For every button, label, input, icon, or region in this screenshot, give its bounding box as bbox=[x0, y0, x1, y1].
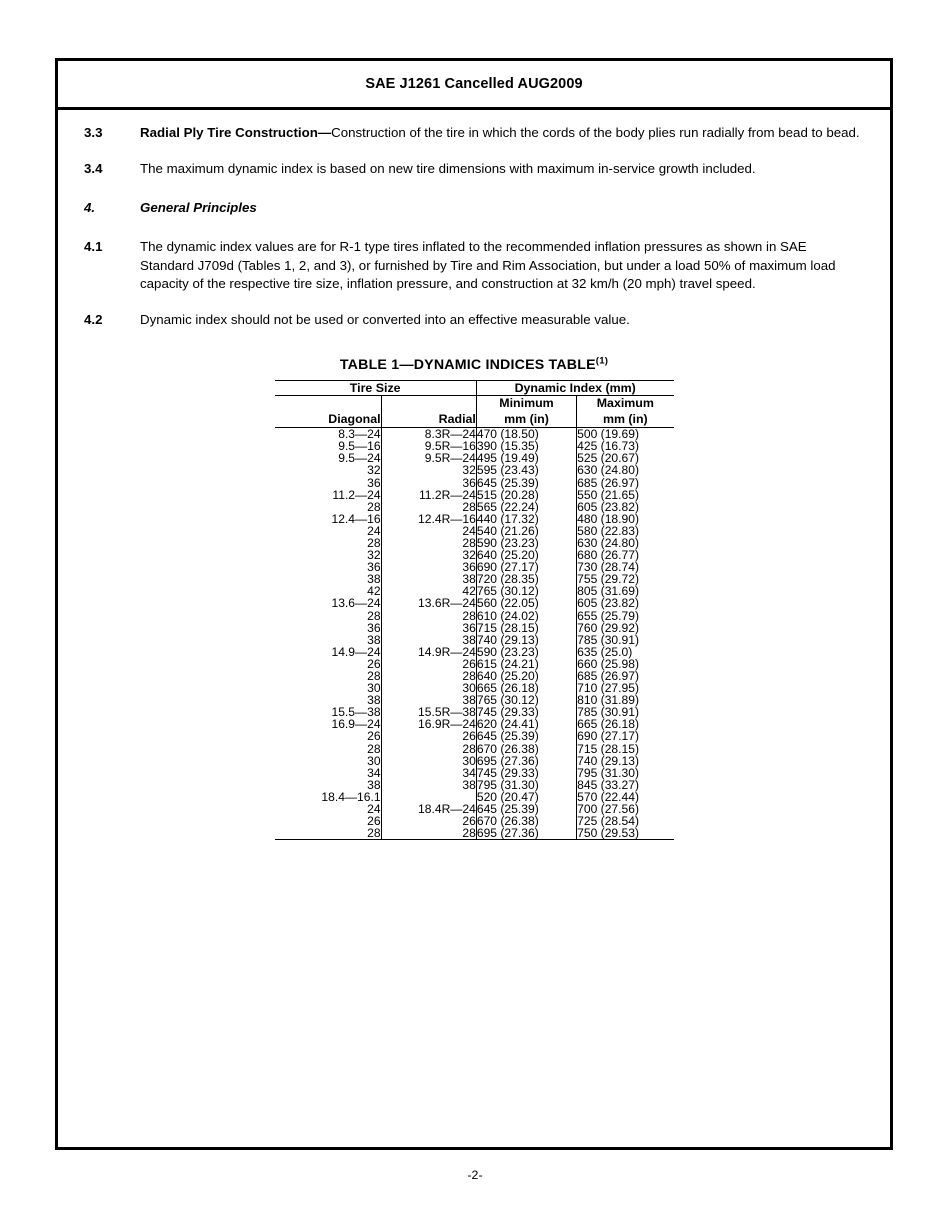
cell-minimum: 690 (27.17) bbox=[476, 561, 576, 573]
cell-radial: 26 bbox=[381, 730, 476, 742]
cell-radial: 38 bbox=[381, 634, 476, 646]
cell-diagonal: 24 bbox=[367, 523, 381, 538]
cell-radial: 28 bbox=[381, 610, 476, 622]
cell-radial: 28 bbox=[381, 501, 476, 513]
cell-maximum: 760 (29.92) bbox=[577, 622, 674, 634]
cell-diagonal: 16.9—24 bbox=[331, 717, 381, 732]
cell-minimum: 590 (23.23) bbox=[476, 646, 576, 658]
cell-radial: 26 bbox=[381, 815, 476, 827]
cell-maximum: 805 (31.69) bbox=[577, 585, 674, 597]
clause-body: The maximum dynamic index is based on new tire dimensions with maximum in-service growth included. bbox=[140, 160, 756, 176]
table-block bbox=[84, 357, 864, 840]
cell-diagonal: 36 bbox=[367, 560, 381, 575]
cell-radial: 14.9R—24 bbox=[381, 646, 476, 658]
cell-maximum: 680 (26.77) bbox=[577, 549, 674, 561]
table-caption bbox=[340, 357, 608, 373]
cell-radial: 26 bbox=[381, 658, 476, 670]
clause-body: The dynamic index values are for R-1 type tires inflated to the recommended inflation pressures as shown in SAE Standard J709d (Tables 1, 2, and 3), or furnished by Tire and Rim Association, but under a load 50% of maximum load capacity of the respective tire size, inflation pressure, and construction at 32 km/h (20 mph) travel speed. bbox=[140, 238, 836, 292]
section-heading: General Principles bbox=[140, 199, 257, 215]
cell-radial: 38 bbox=[381, 694, 476, 706]
group-header-tire-size: Tire Size bbox=[275, 381, 477, 396]
cell-diagonal: 32 bbox=[367, 463, 381, 478]
table-group-header-row bbox=[275, 381, 674, 396]
cell-maximum: 500 (19.69) bbox=[577, 428, 674, 441]
cell-maximum: 750 (29.53) bbox=[577, 827, 674, 840]
cell-maximum: 580 (22.83) bbox=[577, 525, 674, 537]
cell-radial: 42 bbox=[381, 585, 476, 597]
cell-minimum: 645 (25.39) bbox=[476, 730, 576, 742]
cell-diagonal: 15.5—38 bbox=[331, 705, 381, 720]
cell-minimum: 620 (24.41) bbox=[476, 718, 576, 730]
cell-diagonal: 9.5—24 bbox=[338, 451, 381, 466]
cell-minimum: 695 (27.36) bbox=[476, 755, 576, 767]
document-body bbox=[58, 110, 890, 840]
cell-radial: 28 bbox=[381, 743, 476, 755]
cell-diagonal: 26 bbox=[367, 656, 381, 671]
cell-diagonal: 42 bbox=[367, 584, 381, 599]
cell-maximum: 685 (26.97) bbox=[577, 670, 674, 682]
document-title: SAE J1261 Cancelled AUG2009 bbox=[365, 76, 583, 92]
cell-radial: 16.9R—24 bbox=[381, 718, 476, 730]
clause-number: 4.2 bbox=[84, 312, 103, 328]
document-running-header bbox=[58, 61, 890, 110]
cell-maximum: 785 (30.91) bbox=[577, 706, 674, 718]
cell-radial: 34 bbox=[381, 767, 476, 779]
cell-diagonal: 38 bbox=[367, 777, 381, 792]
column-header-radial: Radial bbox=[381, 396, 476, 428]
cell-minimum: 615 (24.21) bbox=[476, 658, 576, 670]
cell-diagonal: 28 bbox=[275, 827, 382, 840]
clause-3-3 bbox=[84, 124, 864, 143]
table-row bbox=[275, 827, 674, 840]
column-header-maximum bbox=[577, 396, 674, 428]
cell-maximum: 755 (29.72) bbox=[577, 573, 674, 585]
column-header-minimum-line2: mm (in) bbox=[504, 411, 549, 426]
cell-minimum: 640 (25.20) bbox=[476, 670, 576, 682]
page-number: -2- bbox=[467, 1168, 483, 1182]
table-row bbox=[275, 597, 674, 609]
cell-diagonal: 30 bbox=[367, 681, 381, 696]
cell-maximum: 655 (25.79) bbox=[577, 610, 674, 622]
table-row bbox=[275, 464, 674, 476]
clause-text bbox=[140, 124, 864, 143]
cell-minimum: 670 (26.38) bbox=[476, 743, 576, 755]
cell-minimum: 765 (30.12) bbox=[476, 694, 576, 706]
clause-lead-term: Radial Ply Tire Construction— bbox=[140, 125, 332, 140]
cell-radial: 13.6R—24 bbox=[381, 597, 476, 609]
cell-minimum: 645 (25.39) bbox=[476, 477, 576, 489]
cell-diagonal: 9.5—16 bbox=[338, 439, 381, 454]
cell-minimum: 640 (25.20) bbox=[476, 549, 576, 561]
table-row bbox=[275, 610, 674, 622]
cell-diagonal: 26 bbox=[367, 814, 381, 829]
cell-minimum: 540 (21.26) bbox=[476, 525, 576, 537]
cell-radial: 30 bbox=[381, 755, 476, 767]
cell-maximum: 685 (26.97) bbox=[577, 477, 674, 489]
clause-4-heading bbox=[84, 199, 864, 218]
cell-minimum: 765 (30.12) bbox=[476, 585, 576, 597]
cell-minimum: 745 (29.33) bbox=[476, 706, 576, 718]
table-row bbox=[275, 477, 674, 489]
cell-minimum: 720 (28.35) bbox=[476, 573, 576, 585]
cell-maximum: 715 (28.15) bbox=[577, 743, 674, 755]
cell-maximum: 690 (27.17) bbox=[577, 730, 674, 742]
clause-body: Dynamic index should not be used or converted into an effective measurable value. bbox=[140, 312, 630, 328]
cell-minimum: 440 (17.32) bbox=[476, 513, 576, 525]
page-footer bbox=[0, 1168, 950, 1182]
table-column-header-row bbox=[275, 396, 674, 428]
cell-minimum: 595 (23.43) bbox=[476, 464, 576, 476]
cell-radial: 9.5R—16 bbox=[381, 440, 476, 452]
cell-maximum: 845 (33.27) bbox=[577, 779, 674, 791]
cell-maximum: 795 (31.30) bbox=[577, 767, 674, 779]
cell-radial: 32 bbox=[381, 464, 476, 476]
cell-radial: 30 bbox=[381, 682, 476, 694]
clause-3-4 bbox=[84, 160, 864, 179]
cell-radial: 11.2R—24 bbox=[381, 489, 476, 501]
clause-number: 3.4 bbox=[84, 160, 103, 176]
table-row bbox=[275, 743, 674, 755]
cell-minimum: 560 (22.05) bbox=[476, 597, 576, 609]
cell-diagonal: 26 bbox=[367, 729, 381, 744]
table-body bbox=[275, 428, 674, 840]
cell-diagonal: 13.6—24 bbox=[331, 596, 381, 611]
cell-radial: 9.5R—24 bbox=[381, 452, 476, 464]
table-row bbox=[275, 489, 674, 501]
cell-maximum: 785 (30.91) bbox=[577, 634, 674, 646]
cell-maximum: 605 (23.82) bbox=[577, 597, 674, 609]
column-header-minimum-line1: Minimum bbox=[499, 396, 554, 411]
dynamic-indices-table bbox=[275, 380, 674, 840]
cell-maximum: 630 (24.80) bbox=[577, 464, 674, 476]
clause-4-2 bbox=[84, 311, 864, 330]
cell-radial: 38 bbox=[381, 573, 476, 585]
cell-diagonal: 36 bbox=[367, 475, 381, 490]
cell-maximum: 660 (25.98) bbox=[577, 658, 674, 670]
cell-minimum: 390 (15.35) bbox=[476, 440, 576, 452]
table-row bbox=[275, 634, 674, 646]
clause-number: 3.3 bbox=[84, 125, 103, 140]
cell-minimum: 515 (20.28) bbox=[476, 489, 576, 501]
page-frame bbox=[55, 58, 893, 1150]
cell-diagonal: 8.3—24 bbox=[338, 427, 381, 442]
clause-body: Construction of the tire in which the cords of the body plies run radially from bead to bead. bbox=[331, 125, 860, 140]
cell-radial: 18.4R—24 bbox=[381, 803, 476, 815]
cell-diagonal: 36 bbox=[367, 620, 381, 635]
cell-diagonal: 38 bbox=[367, 693, 381, 708]
cell-minimum: 665 (26.18) bbox=[476, 682, 576, 694]
cell-maximum: 810 (31.89) bbox=[577, 694, 674, 706]
cell-diagonal: 30 bbox=[367, 753, 381, 768]
table-row bbox=[275, 622, 674, 634]
cell-radial: 28 bbox=[381, 670, 476, 682]
cell-minimum: 590 (23.23) bbox=[476, 537, 576, 549]
cell-minimum: 670 (26.38) bbox=[476, 815, 576, 827]
cell-diagonal: 32 bbox=[367, 548, 381, 563]
cell-diagonal: 28 bbox=[367, 741, 381, 756]
cell-maximum: 525 (20.67) bbox=[577, 452, 674, 464]
cell-diagonal: 28 bbox=[367, 608, 381, 623]
cell-radial: 28 bbox=[381, 827, 476, 840]
cell-minimum: 745 (29.33) bbox=[476, 767, 576, 779]
cell-radial: 36 bbox=[381, 477, 476, 489]
column-header-minimum bbox=[476, 396, 576, 428]
cell-minimum: 645 (25.39) bbox=[476, 803, 576, 815]
cell-diagonal: 24 bbox=[367, 802, 381, 817]
clause-number: 4. bbox=[84, 199, 96, 215]
cell-diagonal: 34 bbox=[367, 765, 381, 780]
table-caption-footnote-marker: (1) bbox=[595, 355, 609, 367]
cell-maximum: 700 (27.56) bbox=[577, 803, 674, 815]
cell-maximum: 630 (24.80) bbox=[577, 537, 674, 549]
table-head bbox=[275, 381, 674, 428]
cell-radial: 24 bbox=[381, 525, 476, 537]
table-row bbox=[275, 501, 674, 513]
cell-minimum: 470 (18.50) bbox=[476, 428, 576, 441]
cell-diagonal: 18.4—16.1 bbox=[321, 789, 381, 804]
cell-maximum: 570 (22.44) bbox=[577, 791, 674, 803]
cell-minimum: 610 (24.02) bbox=[476, 610, 576, 622]
cell-maximum: 550 (21.65) bbox=[577, 489, 674, 501]
cell-radial: 8.3R—24 bbox=[381, 428, 476, 441]
cell-minimum: 495 (19.49) bbox=[476, 452, 576, 464]
cell-maximum: 605 (23.82) bbox=[577, 501, 674, 513]
cell-diagonal: 28 bbox=[367, 669, 381, 683]
cell-radial: 36 bbox=[381, 561, 476, 573]
cell-radial: 28 bbox=[381, 537, 476, 549]
cell-maximum: 635 (25.0) bbox=[577, 646, 674, 658]
column-header-maximum-line1: Maximum bbox=[596, 396, 654, 411]
cell-radial: 38 bbox=[381, 779, 476, 791]
cell-diagonal: 38 bbox=[367, 632, 381, 647]
table-row bbox=[275, 755, 674, 767]
cell-maximum: 740 (29.13) bbox=[577, 755, 674, 767]
cell-minimum: 695 (27.36) bbox=[476, 827, 576, 840]
cell-maximum: 725 (28.54) bbox=[577, 815, 674, 827]
cell-maximum: 710 (27.95) bbox=[577, 682, 674, 694]
cell-minimum: 740 (29.13) bbox=[476, 634, 576, 646]
cell-minimum: 795 (31.30) bbox=[476, 779, 576, 791]
cell-radial: 32 bbox=[381, 549, 476, 561]
cell-diagonal: 38 bbox=[367, 572, 381, 587]
clause-4-1 bbox=[84, 238, 864, 295]
cell-maximum: 425 (16.73) bbox=[577, 440, 674, 452]
cell-diagonal: 28 bbox=[367, 535, 381, 550]
column-header-diagonal: Diagonal bbox=[275, 396, 382, 428]
cell-radial: 36 bbox=[381, 622, 476, 634]
cell-diagonal: 11.2—24 bbox=[332, 487, 381, 502]
column-header-maximum-line2: mm (in) bbox=[602, 411, 648, 426]
cell-minimum: 565 (22.24) bbox=[476, 501, 576, 513]
table-row bbox=[275, 730, 674, 742]
cell-diagonal: 14.9—24 bbox=[331, 644, 381, 659]
cell-minimum: 715 (28.15) bbox=[476, 622, 576, 634]
group-header-dynamic-index: Dynamic Index (mm) bbox=[476, 381, 673, 396]
cell-maximum: 480 (18.90) bbox=[577, 513, 674, 525]
cell-radial: 12.4R—16 bbox=[381, 513, 476, 525]
cell-maximum: 730 (28.74) bbox=[577, 561, 674, 573]
table-caption-text: TABLE 1—DYNAMIC INDICES TABLE bbox=[339, 357, 596, 374]
clause-number: 4.1 bbox=[84, 238, 103, 254]
cell-radial: 15.5R—38 bbox=[381, 706, 476, 718]
cell-diagonal: 28 bbox=[367, 499, 381, 514]
cell-diagonal: 12.4—16 bbox=[331, 511, 381, 526]
cell-minimum: 520 (20.47) bbox=[476, 791, 576, 803]
cell-maximum: 665 (26.18) bbox=[577, 718, 674, 730]
